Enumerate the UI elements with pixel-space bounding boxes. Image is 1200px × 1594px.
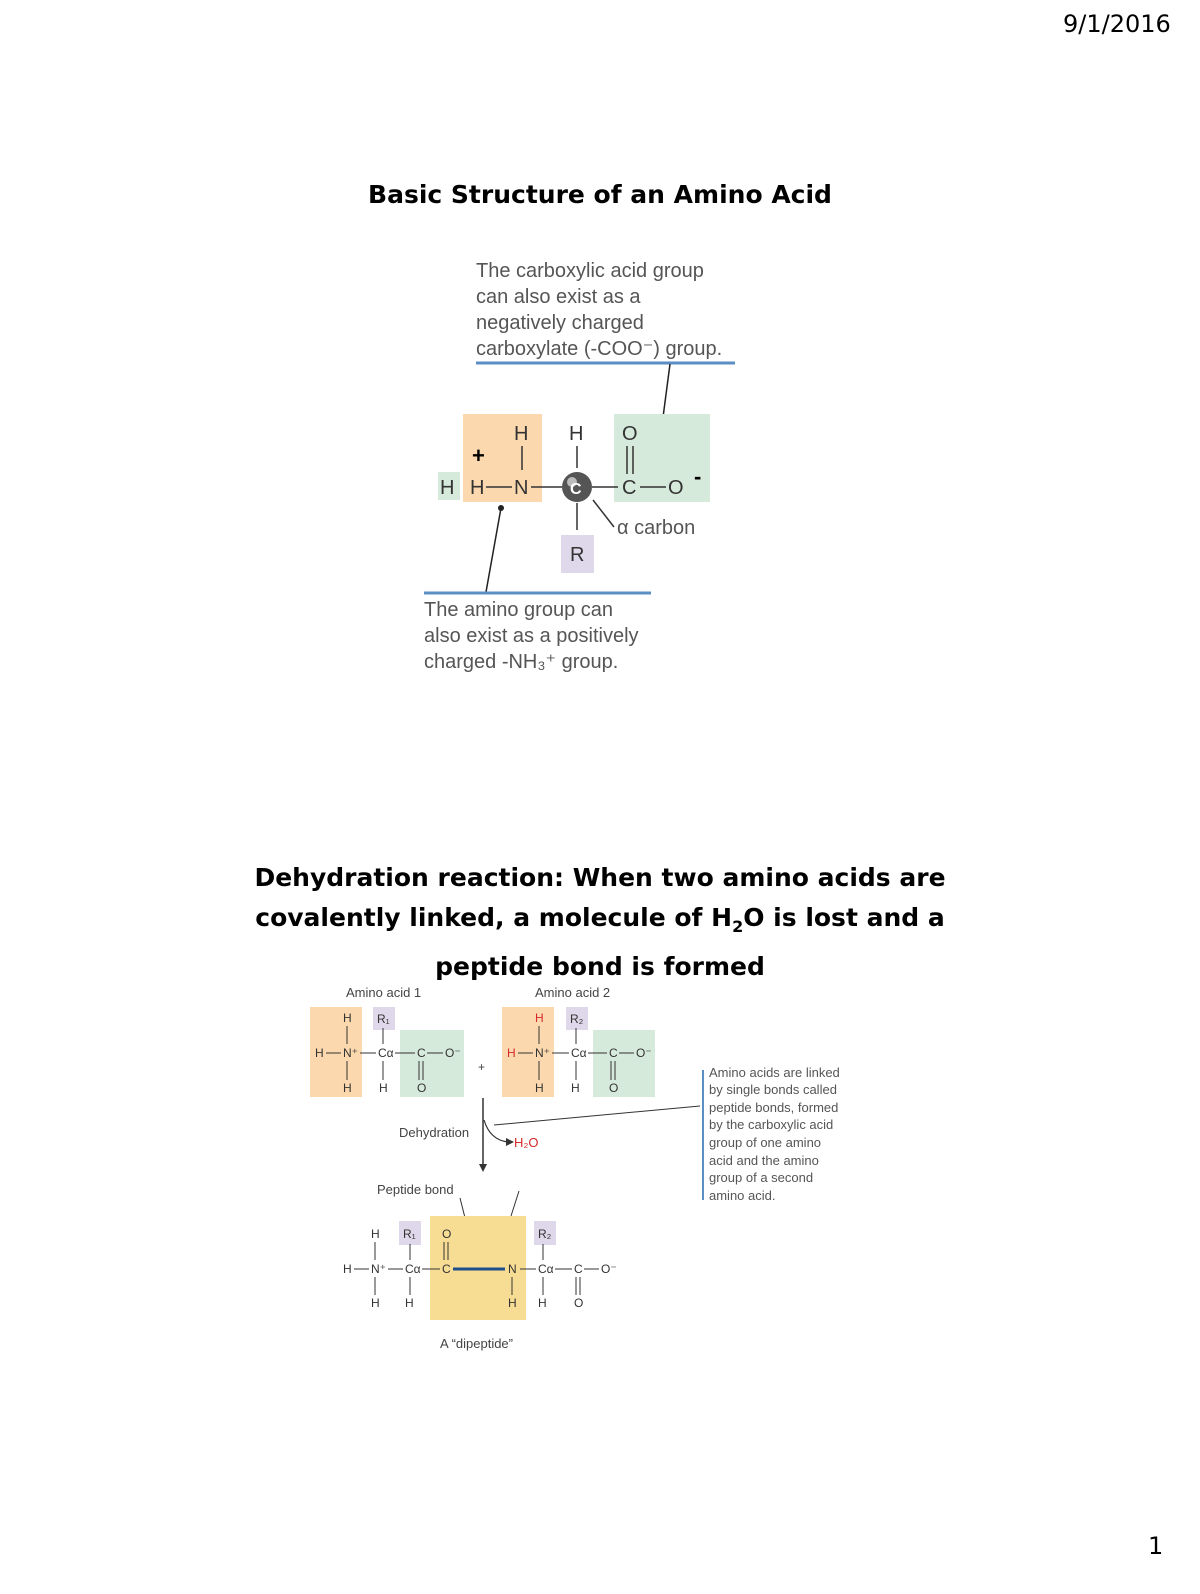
svg-text:C: C <box>442 1262 451 1276</box>
svg-text:R₁: R₁ <box>403 1227 416 1241</box>
peptide-note-line: group of one amino <box>709 1135 822 1150</box>
carboxyl-note-line: The carboxylic acid group <box>476 260 704 282</box>
atom-r: R <box>570 544 585 566</box>
dehydration-diagram <box>0 980 1200 1400</box>
water-label: H₂O <box>514 1135 539 1150</box>
svg-text:R₁: R₁ <box>377 1012 390 1026</box>
peptide-note-line: acid and the amino <box>709 1153 819 1168</box>
alpha-carbon-label: α carbon <box>617 517 696 539</box>
peptide-bond-pointer <box>511 1191 519 1216</box>
svg-text:O: O <box>417 1081 427 1095</box>
atom-o: O <box>622 423 638 445</box>
amino-acid-structure-diagram <box>0 0 1200 720</box>
page-number: 1 <box>1148 1532 1164 1560</box>
peptide-note <box>709 1065 840 1203</box>
slide2-title-line: peptide bond is formed <box>435 952 765 981</box>
svg-text:N⁺: N⁺ <box>343 1046 358 1060</box>
svg-text:N: N <box>508 1262 517 1276</box>
page-date: 9/1/2016 <box>1063 10 1171 38</box>
alpha-carbon-atom: C <box>570 481 582 498</box>
charge-minus: - <box>694 464 702 489</box>
svg-text:O⁻: O⁻ <box>636 1046 652 1060</box>
svg-text:O: O <box>574 1296 584 1310</box>
svg-text:H: H <box>343 1011 352 1025</box>
atom-h: H <box>470 477 485 499</box>
atom-n: N <box>514 477 529 499</box>
amino-note-line: also exist as a positively <box>424 625 639 647</box>
svg-text:Cα: Cα <box>405 1262 421 1276</box>
svg-text:C: C <box>609 1046 618 1060</box>
dehydration-label: Dehydration <box>399 1125 470 1140</box>
carboxyl-note <box>476 260 722 360</box>
carboxyl-note-line: can also exist as a <box>476 286 641 308</box>
peptide-bond-label: Peptide bond <box>377 1182 454 1197</box>
svg-text:C: C <box>574 1262 583 1276</box>
slide1-title: Basic Structure of an Amino Acid <box>368 180 832 209</box>
svg-text:H: H <box>535 1081 544 1095</box>
svg-text:C: C <box>417 1046 426 1060</box>
note-pointer-line <box>494 1106 700 1125</box>
svg-text:Cα: Cα <box>378 1046 394 1060</box>
peptide-note-line: by single bonds called <box>709 1082 837 1097</box>
amino-note <box>424 599 639 673</box>
svg-text:H: H <box>371 1296 380 1310</box>
svg-text:H: H <box>508 1296 517 1310</box>
amino-note-line: charged -NH₃⁺ group. <box>424 651 619 673</box>
atom-o: O <box>668 477 684 499</box>
svg-text:Cα: Cα <box>538 1262 554 1276</box>
aa2-carboxyl-box <box>593 1030 655 1097</box>
amino-acid-2-label: Amino acid 2 <box>535 985 611 1000</box>
svg-text:O: O <box>442 1227 452 1241</box>
svg-text:H: H <box>379 1081 388 1095</box>
svg-text:O: O <box>609 1081 619 1095</box>
peptide-note-line: by the carboxylic acid <box>709 1117 834 1132</box>
peptide-note-line: group of a second <box>709 1170 814 1185</box>
svg-text:O⁻: O⁻ <box>445 1046 461 1060</box>
atom-h: H <box>440 477 455 499</box>
svg-text:H: H <box>343 1081 352 1095</box>
plus-sign: + <box>478 1060 486 1074</box>
svg-text:H: H <box>371 1227 380 1241</box>
peptide-note-line: peptide bonds, formed <box>709 1100 839 1115</box>
carboxyl-note-line: carboxylate (-COO⁻) group. <box>476 338 723 360</box>
svg-text:H: H <box>571 1081 580 1095</box>
water-arrow <box>484 1120 508 1142</box>
slide2-title-line: Dehydration reaction: When two amino acids are <box>254 863 946 892</box>
atom-h: H <box>569 423 584 445</box>
charge-plus: + <box>472 443 485 468</box>
svg-text:H: H <box>315 1046 324 1060</box>
atom-c: C <box>622 477 637 499</box>
dipeptide-label: A “dipeptide” <box>440 1336 513 1351</box>
svg-text:Cα: Cα <box>571 1046 587 1060</box>
svg-text:H: H <box>343 1262 352 1276</box>
amino-leader-dot <box>498 505 504 511</box>
svg-text:O⁻: O⁻ <box>601 1262 617 1276</box>
amino-acid-1-label: Amino acid 1 <box>346 985 422 1000</box>
svg-text:H: H <box>405 1296 414 1310</box>
slide2-title <box>250 858 950 987</box>
amino-note-line: The amino group can <box>424 599 614 621</box>
alpha-carbon-pointer <box>593 500 614 527</box>
svg-text:H: H <box>538 1296 547 1310</box>
amino-leader-line <box>486 508 501 592</box>
svg-text:R₂: R₂ <box>538 1227 552 1241</box>
slide2-title-line: covalently linked, a molecule of $H_2O$ is lost and a <box>255 903 945 936</box>
aa1-carboxyl-box <box>400 1030 464 1097</box>
carboxyl-note-line: negatively charged <box>476 312 644 334</box>
svg-text:R₂: R₂ <box>570 1012 584 1026</box>
svg-text:N⁺: N⁺ <box>535 1046 550 1060</box>
peptide-note-line: amino acid. <box>709 1188 776 1203</box>
peptide-note-line: Amino acids are linked <box>709 1065 840 1080</box>
svg-text:H: H <box>535 1011 544 1025</box>
svg-text:N⁺: N⁺ <box>371 1262 386 1276</box>
atom-h: H <box>514 423 529 445</box>
svg-text:H: H <box>507 1046 516 1060</box>
